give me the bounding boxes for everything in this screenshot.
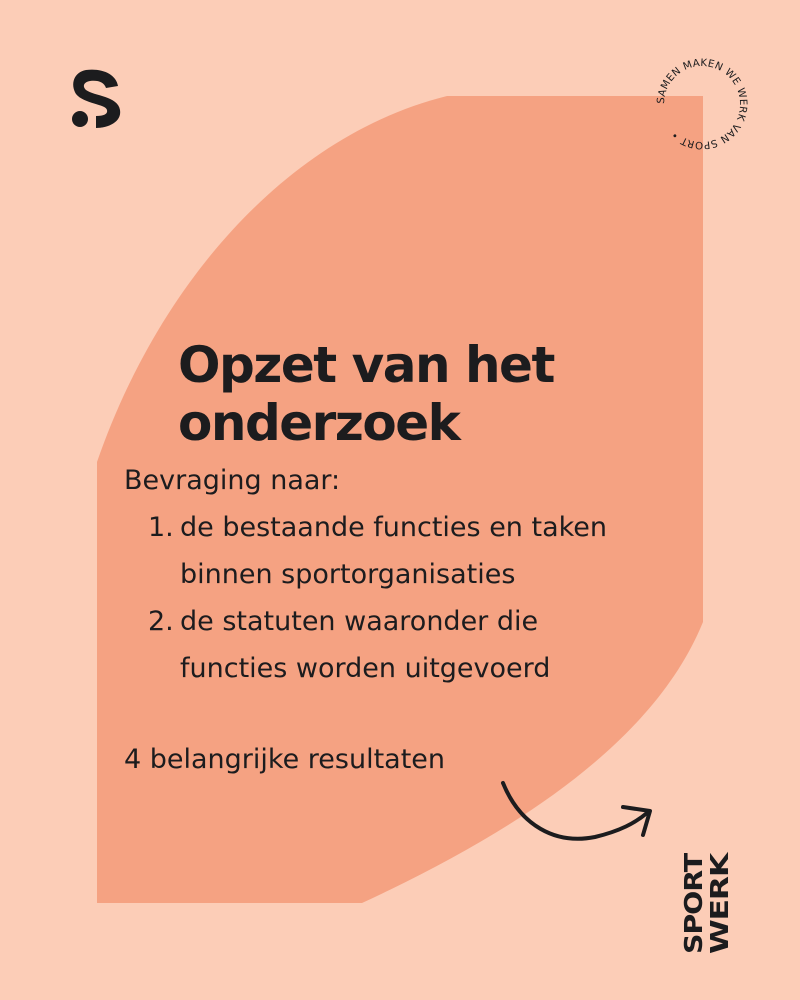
title-line-1: Opzet van het bbox=[178, 336, 554, 394]
survey-list bbox=[124, 504, 607, 692]
sportwerk-wordmark bbox=[670, 852, 734, 954]
results-text: 4 belangrijke resultaten bbox=[124, 744, 446, 775]
curved-arrow-icon bbox=[495, 775, 665, 860]
list-item-line: de bestaande functies en taken bbox=[180, 512, 608, 543]
list-item-number: 1. bbox=[148, 512, 174, 543]
list-item-number: 2. bbox=[148, 606, 174, 637]
badge-text: SAMEN MAKEN WE WERK VAN SPORT • bbox=[655, 57, 749, 151]
page-title bbox=[178, 336, 554, 452]
badge-circular-text bbox=[652, 54, 752, 154]
list-item-line: binnen sportorganisaties bbox=[180, 559, 516, 590]
intro-text: Bevraging naar: bbox=[124, 465, 341, 496]
list-item-line: de statuten waaronder die bbox=[180, 606, 539, 637]
list-item-line: functies worden uitgevoerd bbox=[180, 653, 551, 684]
title-line-2: onderzoek bbox=[178, 394, 460, 452]
sportwerk-s-logo-icon bbox=[66, 64, 124, 128]
list-item bbox=[124, 504, 607, 598]
svg-text:SAMEN MAKEN WE WERK VAN SPORT bbox=[656, 58, 748, 150]
list-item bbox=[124, 598, 607, 692]
wordmark-sport: SPORT bbox=[679, 866, 708, 954]
wordmark-werk: WERK bbox=[705, 874, 734, 954]
